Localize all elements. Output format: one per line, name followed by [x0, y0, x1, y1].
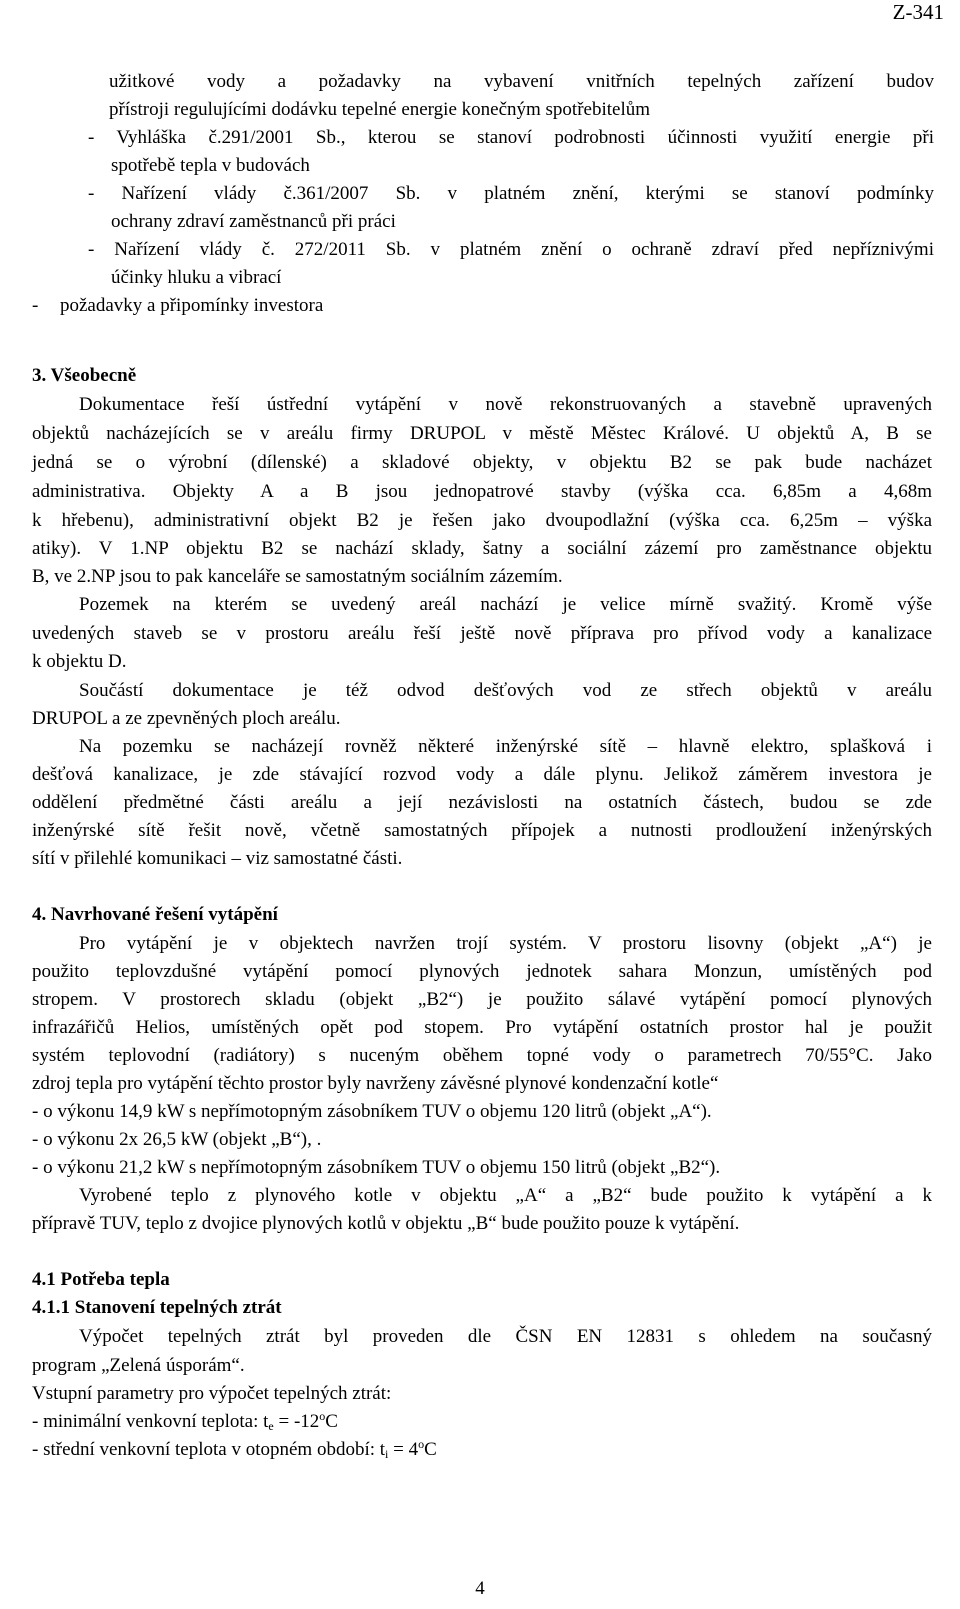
param-min-temp-value: = -12	[273, 1411, 320, 1432]
s3-line: atiky). V 1.NP objektu B2 se nachází sklady, šatny a sociální zázemí pro zaměstnance objektu	[32, 538, 932, 559]
section-4-1-heading: 4.1 Potřeba tepla	[32, 1269, 170, 1290]
s3-line: Na pozemku se nacházejí rovněž některé inženýrské sítě – hlavně elektro, splašková i	[79, 736, 932, 757]
s4-line: přípravě TUV, teplo z dvojice plynových kotlů v objektu „B“ bude použito pouze k vytápění.	[32, 1213, 740, 1234]
s41-line: Výpočet tepelných ztrát byl proveden dle ČSN EN 12831 s ohledem na současný	[79, 1326, 932, 1347]
param-mean-temp-sub: i	[385, 1447, 389, 1461]
s3-line: sítí v přilehlé komunikaci – viz samostatné části.	[32, 848, 403, 869]
s3-line: DRUPOL a ze zpevněných ploch areálu.	[32, 708, 341, 729]
list-dash: -	[32, 295, 39, 316]
s3-line: jedná se o výrobní (dílenské) a skladové objekty, v objektu B2 se pak bude nacházet	[32, 452, 932, 473]
section-4-1-1-heading: 4.1.1 Stanovení tepelných ztrát	[32, 1297, 282, 1318]
s4-line: - o výkonu 21,2 kW s nepřímotopným zásobníkem TUV o objemu 150 litrů (objekt „B2“).	[32, 1157, 721, 1178]
param-mean-temp-value: = 4	[388, 1439, 419, 1460]
s4-line: - o výkonu 14,9 kW s nepřímotopným zásobníkem TUV o objemu 120 litrů (objekt „A“).	[32, 1101, 712, 1122]
s3-line: administrativa. Objekty A a B jsou jednopatrové stavby (výška cca. 6,85m a 4,68m	[32, 481, 932, 502]
intro-line-2: přístroji regulujícími dodávku tepelné energie konečným spotřebitelům	[109, 99, 651, 120]
intro-line-4: spotřebě tepla v budovách	[111, 155, 310, 176]
s3-line: Dokumentace řeší ústřední vytápění v nově rekonstruovaných a stavebně upravených	[79, 394, 932, 415]
s4-line: zdroj tepla pro vytápění těchto prostor byly navrženy závěsné plynové kondenzační kotle“	[32, 1073, 719, 1094]
s3-line: k objektu D.	[32, 651, 127, 672]
param-min-temp	[32, 1408, 932, 1436]
param-min-temp-label: - minimální venkovní teplota: t	[32, 1411, 269, 1432]
section-4-heading: 4. Navrhované řešení vytápění	[32, 904, 278, 925]
s3-line: B, ve 2.NP jsou to pak kanceláře se samostatným sociálním zázemím.	[32, 566, 563, 587]
section-3-heading: 3. Všeobecně	[32, 365, 137, 386]
intro-line-5: - Nařízení vlády č.361/2007 Sb. v platném znění, kterými se stanoví podmínky	[88, 183, 934, 204]
intro-line-9	[32, 292, 932, 320]
s4-line: - o výkonu 2x 26,5 kW (objekt „B“), .	[32, 1129, 322, 1150]
intro-line-9-text: požadavky a připomínky investora	[60, 295, 324, 316]
s4-line: stropem. V prostorech skladu (objekt „B2“) je použito sálavé vytápění pomocí plynových	[32, 989, 932, 1010]
s4-line: použito teplovzdušné vytápění pomocí plynových jednotek sahara Monzun, umístěných pod	[32, 961, 932, 982]
s4-line: Pro vytápění je v objektech navržen trojí systém. V prostoru lisovny (objekt „A“) je	[79, 933, 932, 954]
s41-line: Vstupní parametry pro výpočet tepelných ztrát:	[32, 1383, 392, 1404]
param-min-temp-sub: e	[268, 1419, 274, 1433]
s41-line: program „Zelená úsporám“.	[32, 1355, 245, 1376]
param-mean-temp	[32, 1436, 932, 1464]
s3-line: oddělení předmětné části areálu a její nezávislosti na ostatních částech, budou se zde	[32, 792, 932, 813]
s3-line: Součástí dokumentace je též odvod dešťových vod ze střech objektů v areálu	[79, 680, 932, 701]
s3-line: Pozemek na kterém se uvedený areál nachází je velice mírně svažitý. Kromě výše	[79, 594, 932, 615]
s3-line: uvedených staveb se v prostoru areálu řeší ještě nově příprava pro přívod vody a kanalizace	[32, 623, 932, 644]
s3-line: k hřebenu), administrativní objekt B2 je řešen jako dvoupodlažní (výška cca. 6,25m – výška	[32, 510, 932, 531]
s3-line: objektů nacházejících se v areálu firmy DRUPOL v městě Městec Králové. U objektů A, B se	[32, 423, 932, 444]
intro-line-3: - Vyhláška č.291/2001 Sb., kterou se stanoví podrobnosti účinnosti využití energie při	[88, 127, 934, 148]
s4-line: infrazářičů Helios, umístěných opět pod stopem. Pro vytápění ostatních prostor hal je použit	[32, 1017, 932, 1038]
param-mean-temp-degree: o	[418, 1437, 425, 1451]
param-min-temp-degree: o	[319, 1409, 326, 1423]
intro-line-6: ochrany zdraví zaměstnanců při práci	[111, 211, 396, 232]
intro-line-1: užitkové vody a požadavky na vybavení vnitřních tepelných zařízení budov	[109, 71, 934, 92]
s3-line: inženýrské sítě řešit nově, včetně samostatných přípojek a nutnosti prodloužení inženýrských	[32, 820, 932, 841]
param-min-temp-unit: C	[325, 1411, 338, 1432]
s4-line: systém teplovodní (radiátory) s nuceným oběhem topné vody o parametrech 70/55°C. Jako	[32, 1045, 932, 1066]
intro-line-7: - Nařízení vlády č. 272/2011 Sb. v platném znění o ochraně zdraví před nepříznivými	[88, 239, 934, 260]
s3-line: dešťová kanalizace, je zde stávající rozvod vody a dále plynu. Jelikož záměrem investora je	[32, 764, 932, 785]
param-mean-temp-label: - střední venkovní teplota v otopném období: t	[32, 1439, 386, 1460]
intro-line-8: účinky hluku a vibrací	[111, 267, 282, 288]
page-number: 4	[475, 1578, 485, 1599]
document-id: Z-341	[892, 0, 944, 24]
s4-line: Vyrobené teplo z plynového kotle v objektu „A“ a „B2“ bude použito k vytápění a k	[79, 1185, 932, 1206]
param-mean-temp-unit: C	[424, 1439, 437, 1460]
